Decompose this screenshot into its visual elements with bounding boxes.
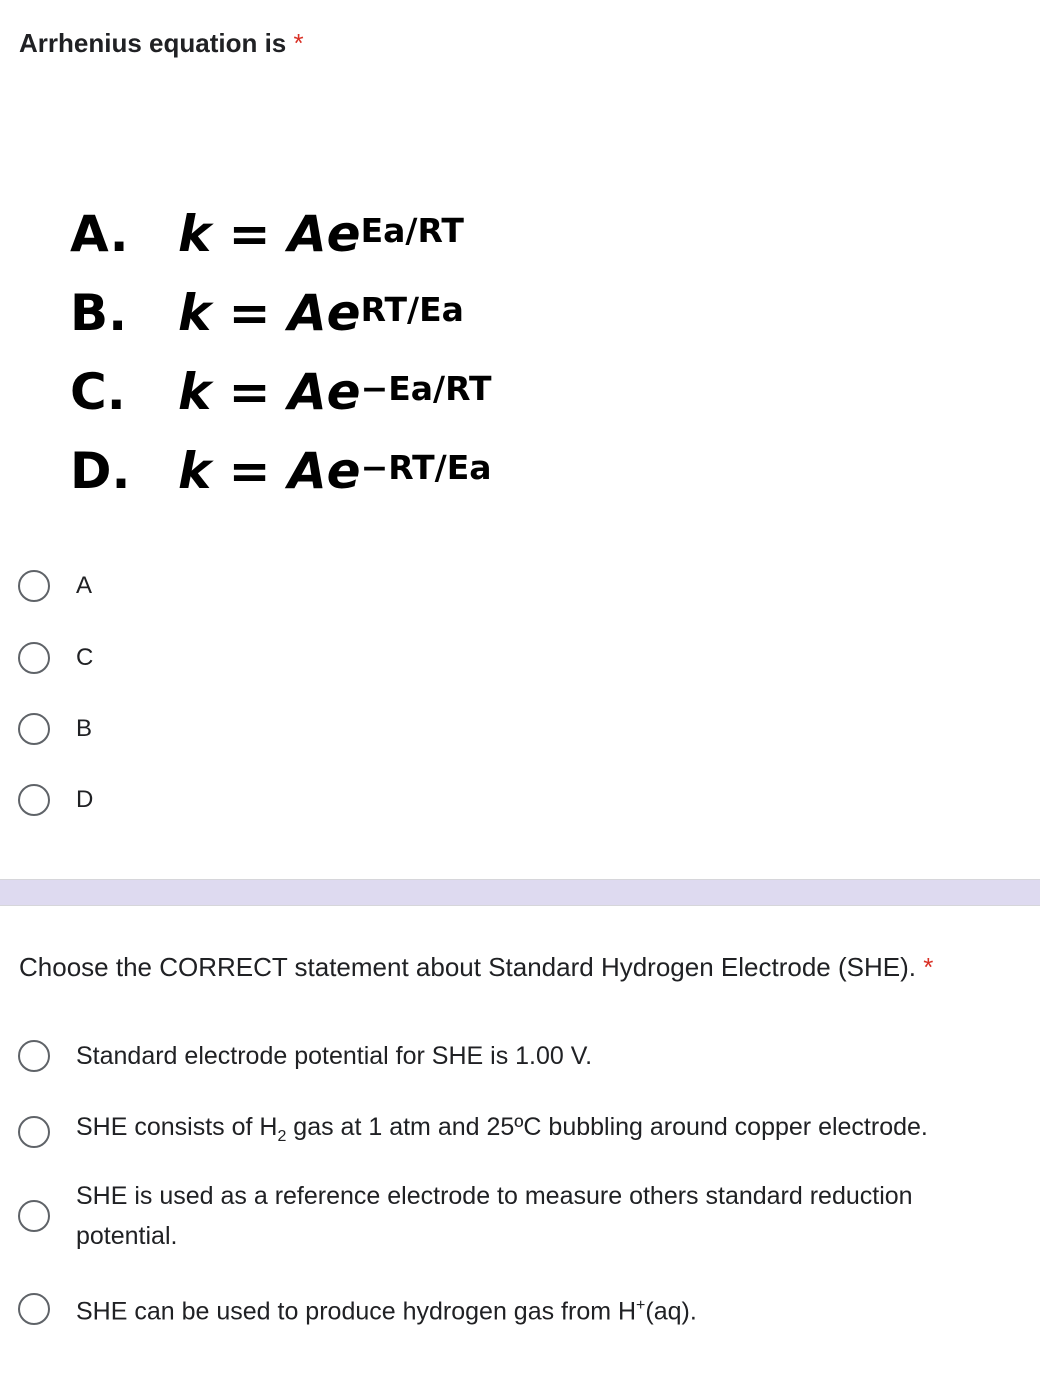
equation-base: k = Ae (178, 363, 361, 421)
option-text: SHE can be used to produce hydrogen gas from H (76, 1297, 637, 1326)
question-text: Arrhenius equation is (19, 28, 287, 58)
she-option-2[interactable] (18, 1107, 1008, 1157)
equation-b (70, 259, 492, 342)
equation-label: A. (70, 205, 129, 263)
equation-label: B. (70, 284, 128, 342)
equation-label: C. (70, 363, 126, 421)
section-divider (0, 879, 1040, 906)
question-2-title (19, 952, 933, 983)
option-label: A (76, 572, 93, 599)
equation-exponent: Ea/RT (360, 211, 464, 250)
option-a[interactable] (18, 570, 92, 602)
option-b[interactable] (18, 713, 92, 745)
required-asterisk: * (293, 28, 304, 58)
equation-base: k = Ae (178, 205, 361, 263)
option-label (76, 1286, 697, 1331)
question-text: Choose the CORRECT statement about Standard Hydrogen Electrode (SHE). (19, 952, 916, 982)
radio-button[interactable] (18, 642, 50, 674)
radio-button[interactable] (18, 1116, 50, 1148)
she-option-1[interactable] (18, 1036, 1008, 1076)
required-asterisk: * (923, 952, 934, 982)
equation-label: D. (70, 442, 131, 500)
option-text: SHE consists of H (76, 1113, 278, 1141)
radio-button[interactable] (18, 570, 50, 602)
superscript: + (636, 1297, 646, 1314)
option-label: D (76, 786, 94, 813)
option-text: gas at 1 atm and 25ºC bubbling around copper electrode. (286, 1113, 928, 1141)
radio-button[interactable] (18, 784, 50, 816)
equation-exponent: −RT/Ea (360, 448, 492, 487)
option-label: Standard electrode potential for SHE is 1.00 V. (76, 1042, 593, 1070)
equation-d (70, 417, 492, 500)
radio-button[interactable] (18, 1293, 50, 1325)
she-option-4[interactable] (18, 1286, 1008, 1331)
equation-exponent: −Ea/RT (360, 369, 492, 408)
option-label: SHE is used as a reference electrode to measure others standard reduction potential. (76, 1182, 913, 1250)
option-text: (aq). (645, 1297, 697, 1326)
option-label: B (76, 715, 93, 742)
equation-c (70, 338, 492, 421)
question-1-title (19, 28, 304, 59)
equation-image (70, 180, 492, 500)
option-label: C (76, 644, 94, 671)
subscript: 2 (277, 1128, 287, 1145)
option-d[interactable] (18, 784, 93, 816)
she-option-3[interactable] (18, 1176, 1008, 1256)
radio-button[interactable] (18, 1040, 50, 1072)
equation-base: k = Ae (178, 442, 361, 500)
radio-button[interactable] (18, 713, 50, 745)
option-label (76, 1107, 928, 1157)
equation-base: k = Ae (178, 284, 361, 342)
radio-button[interactable] (18, 1200, 50, 1232)
equation-exponent: RT/Ea (360, 290, 464, 329)
equation-a (70, 180, 492, 263)
option-c[interactable] (18, 642, 93, 674)
